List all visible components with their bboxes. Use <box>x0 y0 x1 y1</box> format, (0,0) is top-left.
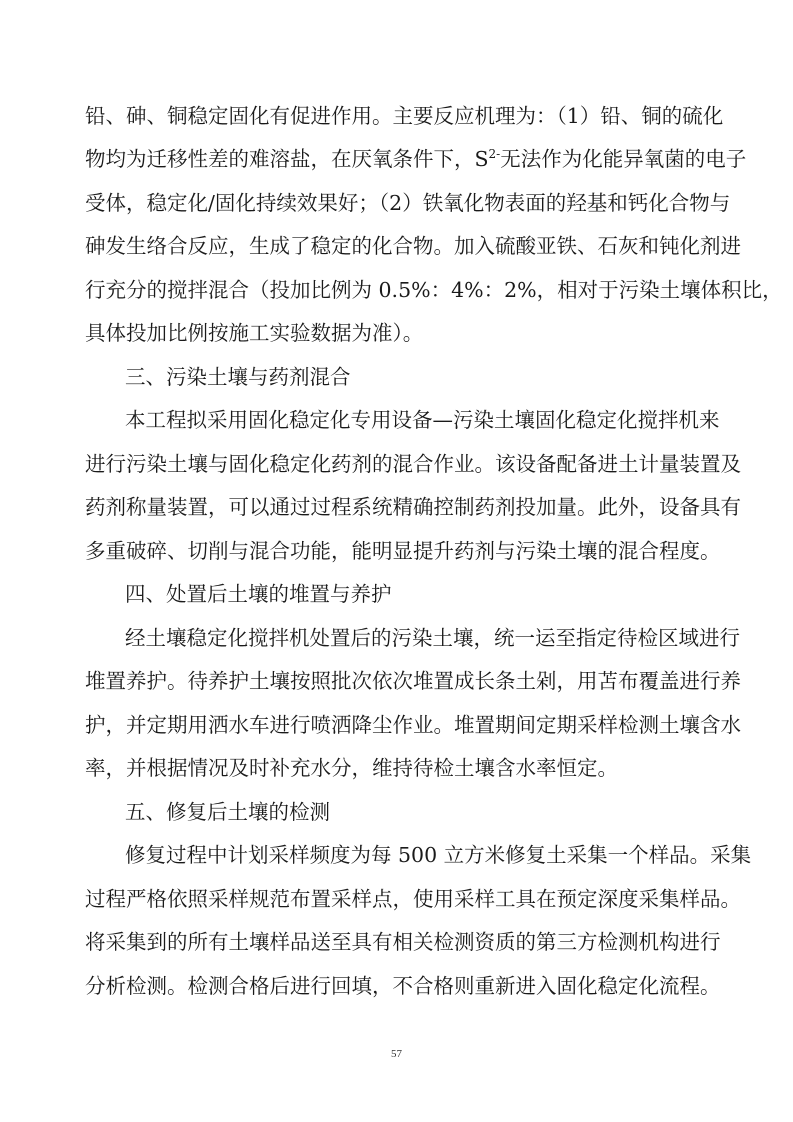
body-text-line: 修复过程中计划采样频度为每 500 立方米修复土采集一个样品。采集 <box>125 843 752 867</box>
body-text-line: 进行污染土壤与固化稳定化药剂的混合作业。该设备配备进土计量装置及 <box>85 452 741 476</box>
body-text-line: 多重破碎、切削与混合功能，能明显提升药剂与污染土壤的混合程度。 <box>85 539 721 563</box>
body-text-line: 护，并定期用洒水车进行喷洒降尘作业。堆置期间定期采样检测土壤含水 <box>85 713 741 737</box>
body-text-line: 砷发生络合反应，生成了稳定的化合物。加入硫酸亚铁、石灰和钝化剂进 <box>85 234 741 258</box>
body-text-line <box>85 144 747 174</box>
body-text-line: 药剂称量装置，可以通过过程系统精确控制药剂投加量。此外，设备具有 <box>85 495 741 519</box>
body-text-line: 经土壤稳定化搅拌机处置后的污染土壤，统一运至指定待检区域进行 <box>125 626 740 650</box>
body-text-line: 铅、砷、铜稳定固化有促进作用。主要反应机理为：（1）铅、铜的硫化 <box>85 104 724 128</box>
body-text-line: 受体，稳定化/固化持续效果好；（2）铁氧化物表面的羟基和钙化合物与 <box>85 191 731 215</box>
body-text-line: 本工程拟采用固化稳定化专用设备—污染土壤固化稳定化搅拌机来 <box>125 408 720 432</box>
text-segment: 无法作为化能异氧菌的电子 <box>500 147 747 171</box>
body-text-line: 分析检测。检测合格后进行回填，不合格则重新进入固化稳定化流程。 <box>85 974 721 998</box>
text-segment: 物均为迁移性差的难溶盐，在厌氧条件下，S <box>85 147 489 171</box>
body-text-line: 过程严格依照采样规范布置采样点，使用采样工具在预定深度采集样品。 <box>85 887 741 911</box>
body-text-line: 率，并根据情况及时补充水分，维持待检土壤含水率恒定。 <box>85 756 618 780</box>
body-text-line: 将采集到的所有土壤样品送至具有相关检测资质的第三方检测机构进行 <box>85 930 721 954</box>
section-heading-5: 五、修复后土壤的检测 <box>125 800 330 824</box>
section-heading-3: 三、污染土壤与药剂混合 <box>125 365 351 389</box>
section-heading-4: 四、处置后土壤的堆置与养护 <box>125 582 392 606</box>
superscript-charge: 2- <box>488 147 501 161</box>
body-text-line: 行充分的搅拌混合（投加比例为 0.5%：4%：2%，相对于污染土壤体积比， <box>85 278 783 302</box>
body-text-line: 堆置养护。待养护土壤按照批次依次堆置成长条土剁，用苫布覆盖进行养 <box>85 669 741 693</box>
page-number: 57 <box>391 1048 402 1060</box>
body-text-line: 具体投加比例按施工实验数据为准）。 <box>85 321 424 345</box>
